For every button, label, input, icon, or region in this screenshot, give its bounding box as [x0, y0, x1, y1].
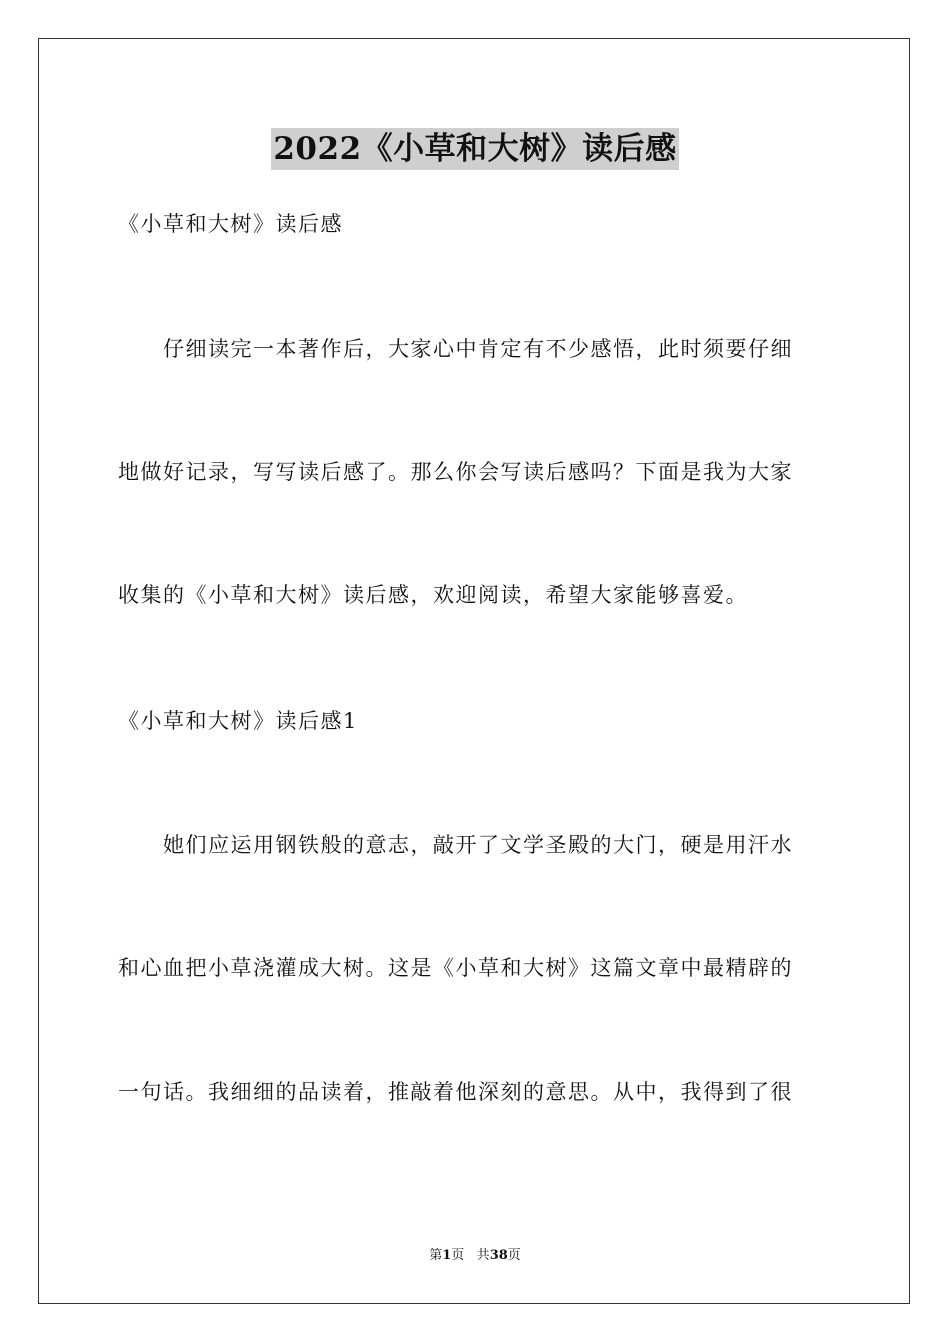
- subtitle-line: 《小草和大树》读后感: [118, 212, 343, 236]
- section-heading: 《小草和大树》读后感1: [118, 709, 358, 733]
- paragraph-line: 仔细读完一本著作后，大家心中肯定有不少感悟，此时须要仔细: [118, 337, 793, 361]
- paragraph-line: 收集的《小草和大树》读后感，欢迎阅读，希望大家能够喜爱。: [118, 583, 748, 607]
- document-title: 2022《小草和大树》读后感: [271, 128, 678, 170]
- page-number: 1: [442, 1248, 452, 1263]
- paragraph-line: 和心血把小草浇灌成大树。这是《小草和大树》这篇文章中最精辟的: [118, 956, 793, 980]
- title-container: [0, 128, 950, 170]
- total-pages: 38: [489, 1248, 508, 1263]
- paragraph-line: 她们应运用钢铁般的意志，敲开了文学圣殿的大门，硬是用汗水: [118, 833, 793, 857]
- page-label-suffix: 页: [451, 1248, 465, 1263]
- page-label-prefix: 第: [429, 1248, 443, 1263]
- paragraph-line: 一句话。我细细的品读着，推敲着他深刻的意思。从中，我得到了很: [118, 1080, 793, 1104]
- paragraph-line: 地做好记录，写写读后感了。那么你会写读后感吗？下面是我为大家: [118, 460, 793, 484]
- page-footer: [0, 1247, 950, 1265]
- total-label-prefix: 共: [476, 1248, 490, 1263]
- total-label-suffix: 页: [507, 1248, 521, 1263]
